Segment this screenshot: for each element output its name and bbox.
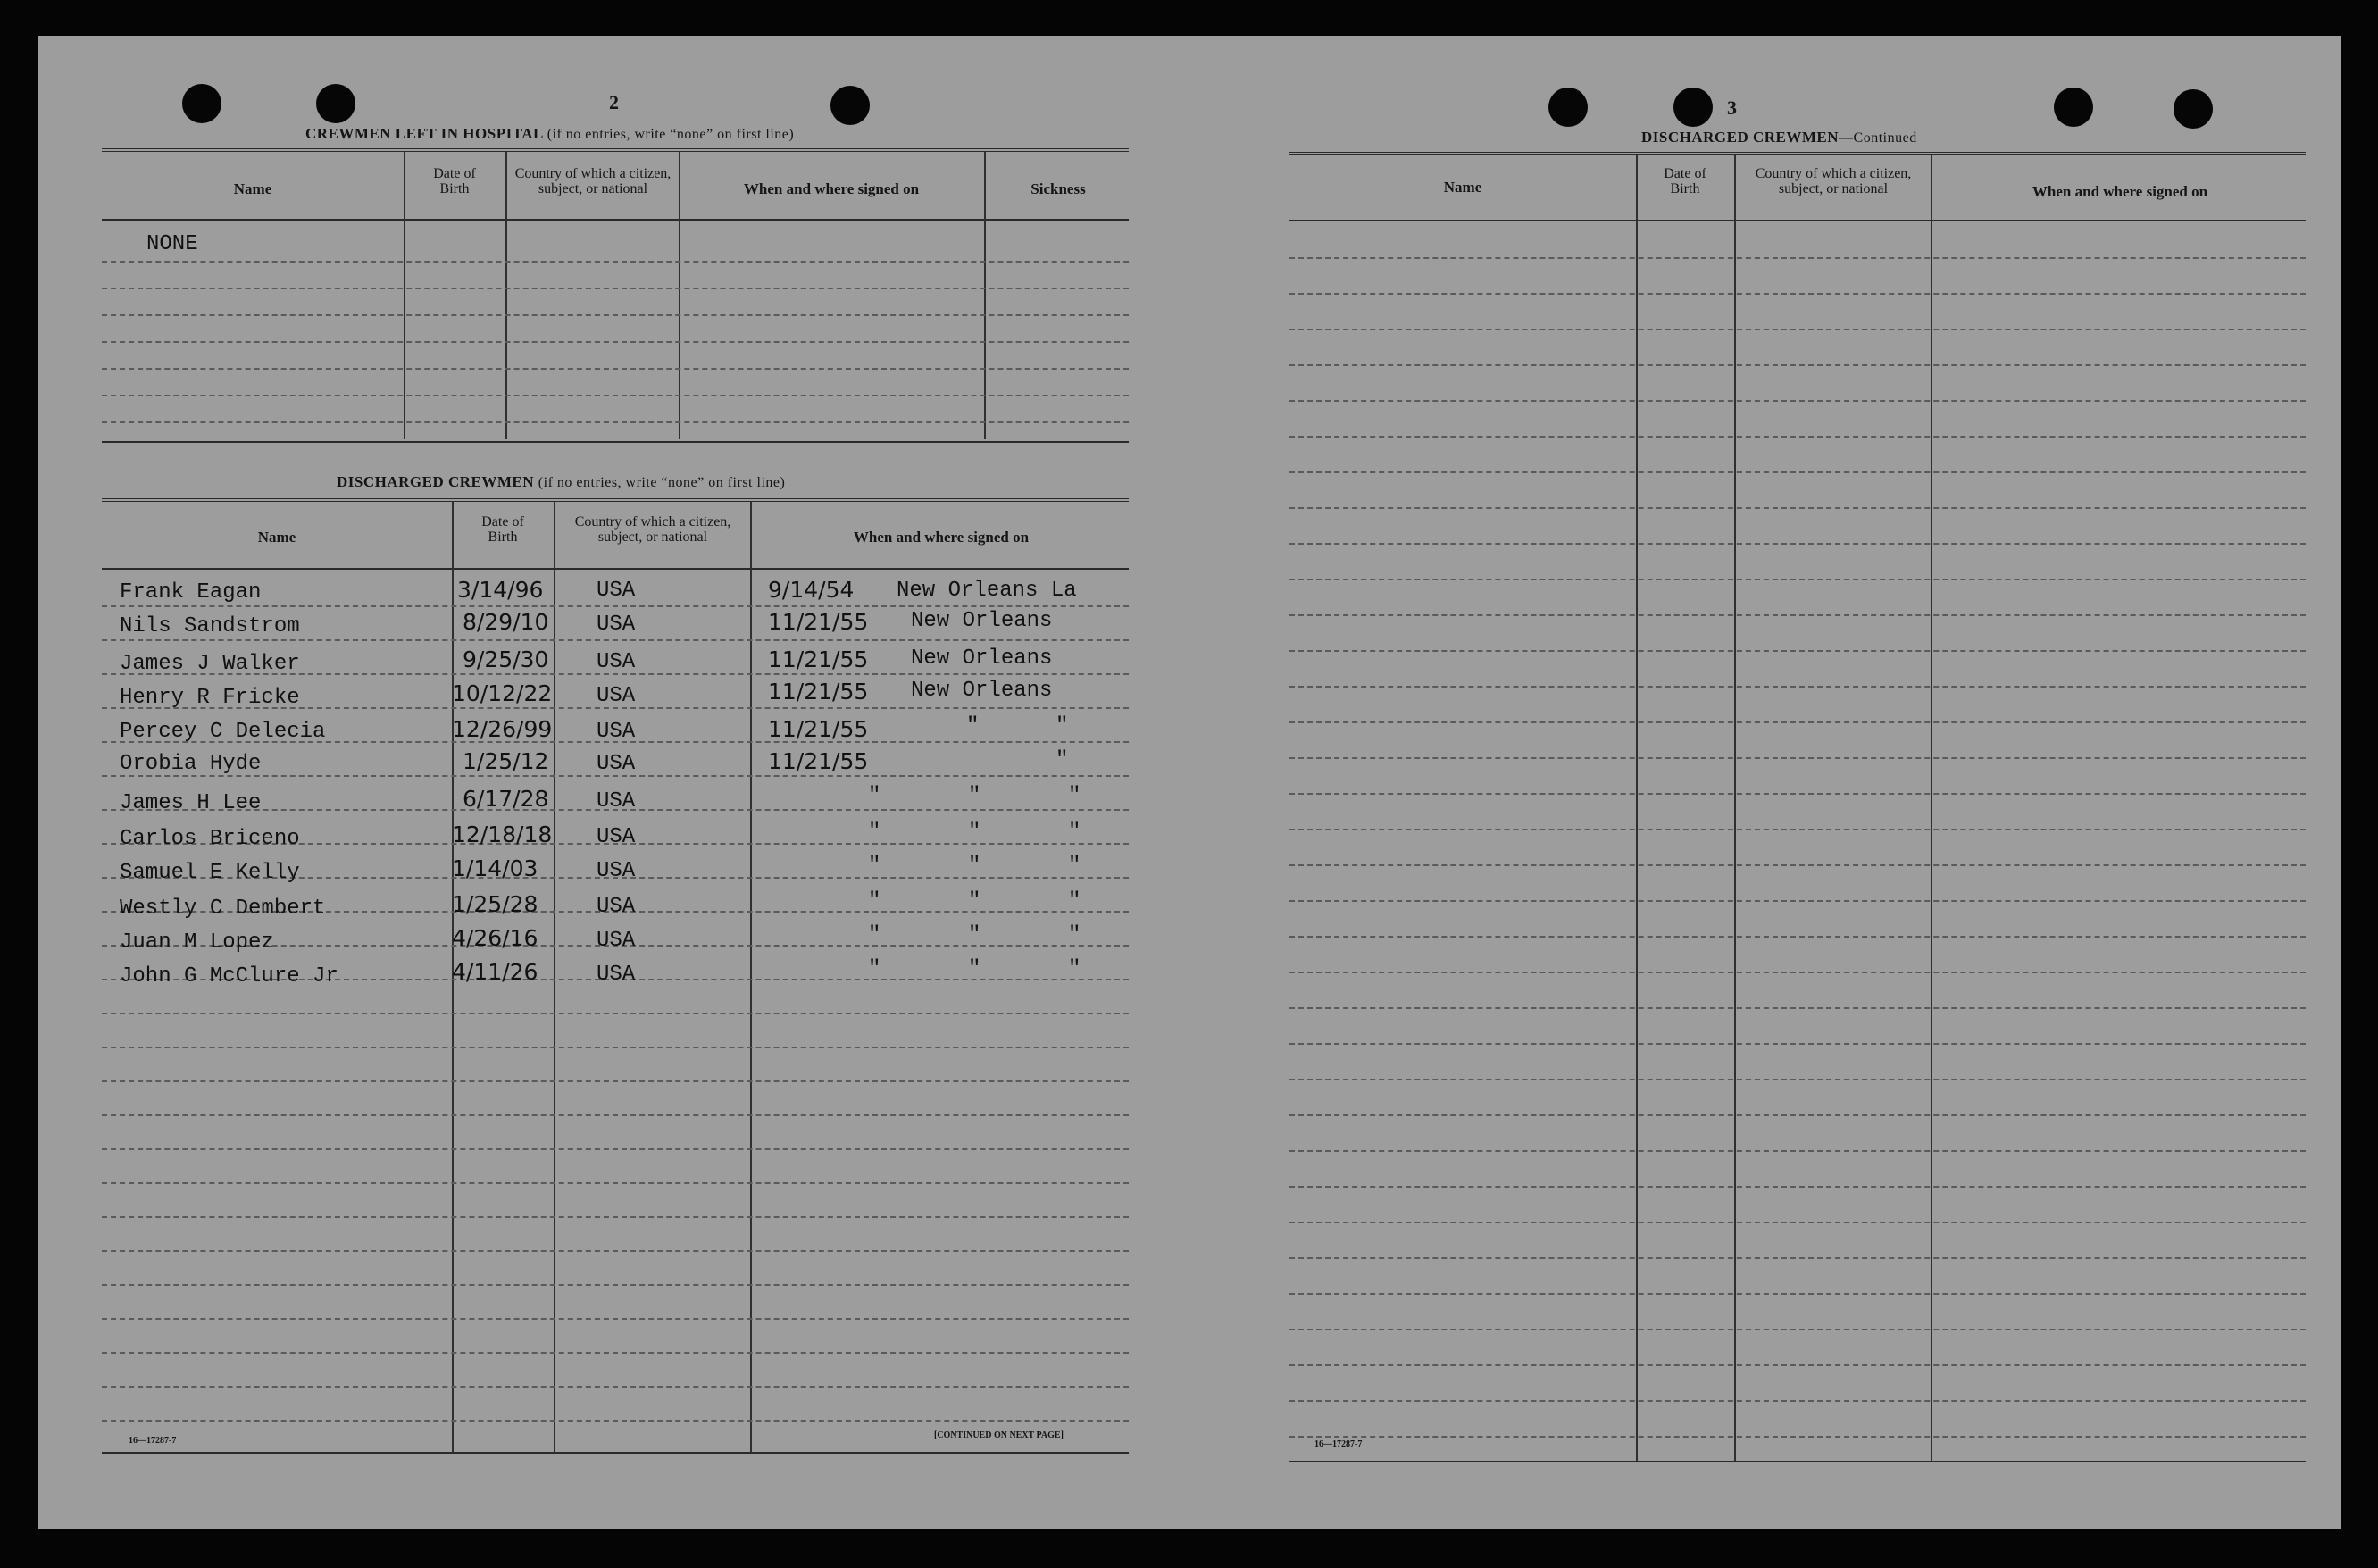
crew-signed-date: 11/21/55 — [768, 716, 869, 742]
punch-hole-icon — [182, 84, 221, 123]
header-date-of-birth: Date of Birth — [433, 166, 476, 196]
crew-name: James J Walker — [120, 652, 300, 676]
table-bottom-rule — [102, 441, 1129, 443]
entry-line — [102, 421, 1129, 423]
row-line — [102, 1284, 1129, 1286]
punch-hole-icon — [830, 86, 870, 125]
crew-country: USA — [597, 825, 636, 849]
right-page — [1189, 36, 2341, 1529]
crew-signed-date: 9/14/54 — [768, 577, 855, 603]
crew-dob: 1/25/12 — [463, 748, 549, 774]
entry-line — [102, 395, 1129, 396]
row-line — [1289, 1293, 2306, 1295]
crew-signed-date: " — [868, 923, 881, 947]
crew-signed-place: " — [968, 854, 981, 878]
header-signed-on: When and where signed on — [743, 180, 920, 197]
crew-name: Samuel E Kelly — [120, 861, 300, 885]
crew-country: USA — [597, 720, 636, 744]
crew-ditto: " — [1055, 714, 1069, 738]
crew-signed-date: 11/21/55 — [768, 609, 869, 635]
crew-ditto: " — [1055, 748, 1069, 772]
crew-dob: 6/17/28 — [463, 786, 549, 812]
page-number: 2 — [609, 91, 619, 113]
row-line — [1289, 293, 2306, 295]
row-line — [102, 1386, 1129, 1388]
row-line — [102, 1250, 1129, 1252]
row-line — [1289, 1364, 2306, 1366]
header-country: Country of which a citizen, subject, or national — [574, 514, 731, 545]
crew-dob: 10/12/22 — [452, 680, 553, 706]
crew-name: John G McClure Jr — [120, 964, 338, 988]
row-line — [1289, 1150, 2306, 1152]
row-line — [1289, 972, 2306, 973]
crew-name: Frank Eagan — [120, 580, 262, 605]
row-line — [1289, 543, 2306, 545]
header-bottom-rule — [1289, 220, 2306, 221]
row-line — [1289, 1257, 2306, 1259]
crew-signed-date: " — [868, 854, 881, 878]
header-date-of-birth: Date of Birth — [1664, 166, 1706, 196]
entry-line — [102, 368, 1129, 370]
crew-dob: 3/14/96 — [457, 577, 544, 603]
entry-line — [102, 261, 1129, 263]
crew-signed-place: " — [968, 820, 981, 844]
row-line — [1289, 1329, 2306, 1330]
crew-country: USA — [597, 895, 636, 919]
crew-dob: 1/25/28 — [452, 891, 538, 917]
row-line — [1289, 793, 2306, 795]
crew-name: Juan M Lopez — [120, 930, 274, 955]
crew-country: USA — [597, 963, 636, 987]
continued-note: [CONTINUED ON NEXT PAGE] — [934, 1430, 1064, 1440]
crew-signed-place: New Orleans — [911, 679, 1053, 703]
row-line — [102, 1013, 1129, 1014]
row-line — [1289, 1114, 2306, 1116]
crew-dob: 1/14/03 — [452, 855, 538, 881]
crew-country: USA — [597, 579, 636, 603]
table-top-rule — [1289, 152, 2306, 155]
discharged-continued-title: DISCHARGED CREWMEN—Continued — [1641, 129, 1917, 146]
crew-country: USA — [597, 929, 636, 953]
crew-ditto: " — [1068, 957, 1081, 981]
row-line — [1289, 650, 2306, 652]
header-country: Country of which a citizen, subject, or national — [514, 166, 672, 196]
header-name: Name — [1443, 179, 1482, 196]
crew-name: Percey C Delecia — [120, 720, 326, 744]
row-line — [102, 1182, 1129, 1184]
hospital-section-title: CREWMEN LEFT IN HOSPITAL (if no entries, write “none” on first line) — [305, 125, 795, 142]
header-bottom-rule — [102, 219, 1129, 221]
column-divider — [1931, 155, 1932, 1461]
row-line — [1289, 757, 2306, 759]
crew-signed-date: 11/21/55 — [768, 748, 869, 774]
crew-signed-place: " — [968, 784, 981, 808]
row-line — [1289, 1043, 2306, 1045]
table-top-rule — [102, 148, 1129, 152]
crew-country: USA — [597, 789, 636, 813]
row-line — [1289, 721, 2306, 723]
crew-name: Westly C Dembert — [120, 897, 326, 921]
crew-dob: 12/18/18 — [452, 822, 553, 847]
crew-dob: 12/26/99 — [452, 716, 553, 742]
table-bottom-rule — [102, 1452, 1129, 1454]
crew-signed-place: " — [968, 923, 981, 947]
page-number: 3 — [1727, 96, 1737, 119]
crew-name: James H Lee — [120, 791, 262, 815]
crew-country: USA — [597, 752, 636, 776]
row-line — [102, 605, 1129, 607]
row-line — [102, 1080, 1129, 1082]
crew-signed-place: New Orleans La — [897, 579, 1077, 603]
crew-signed-date: 11/21/55 — [768, 646, 869, 672]
row-line — [1289, 507, 2306, 509]
entry-line — [102, 288, 1129, 289]
column-divider — [1636, 155, 1638, 1461]
column-divider — [1734, 155, 1736, 1461]
row-line — [102, 1352, 1129, 1354]
entry-line — [102, 314, 1129, 316]
crew-name: Carlos Briceno — [120, 827, 300, 851]
row-line — [1289, 829, 2306, 830]
crew-ditto: " — [1068, 784, 1081, 808]
table-top-rule — [102, 498, 1129, 502]
crew-dob: 4/26/16 — [452, 925, 538, 951]
form-number: 16—17287-7 — [129, 1436, 177, 1446]
crew-country: USA — [597, 684, 636, 708]
form-sheet — [38, 36, 2341, 1529]
crew-dob: 9/25/30 — [463, 646, 549, 672]
column-divider — [750, 502, 752, 1452]
punch-hole-icon — [1548, 88, 1588, 127]
crew-ditto: " — [1068, 854, 1081, 878]
punch-hole-icon — [2054, 88, 2093, 127]
header-country: Country of which a citizen, subject, or national — [1755, 166, 1912, 196]
crew-dob: 8/29/10 — [463, 609, 549, 635]
row-line — [1289, 436, 2306, 438]
row-line — [102, 1148, 1129, 1150]
row-line — [1289, 329, 2306, 330]
crew-signed-date: 11/21/55 — [768, 679, 869, 705]
header-signed-on: When and where signed on — [853, 529, 1030, 546]
discharged-section-title: DISCHARGED CREWMEN (if no entries, write “none” on first line) — [337, 473, 786, 490]
row-line — [1289, 471, 2306, 473]
table-bottom-rule — [1289, 1461, 2306, 1464]
punch-hole-icon — [2174, 89, 2213, 129]
header-bottom-rule — [102, 568, 1129, 570]
header-date-of-birth: Date of Birth — [481, 514, 524, 545]
row-line — [102, 639, 1129, 641]
row-line — [1289, 936, 2306, 938]
row-line — [102, 1114, 1129, 1116]
row-line — [102, 1047, 1129, 1048]
row-line — [1289, 579, 2306, 580]
row-line — [1289, 1400, 2306, 1402]
crew-signed-place: New Orleans — [911, 609, 1053, 633]
punch-hole-icon — [1673, 88, 1713, 127]
crew-signed-place: " — [968, 889, 981, 913]
crew-signed-date: " — [868, 889, 881, 913]
crew-country: USA — [597, 859, 636, 883]
crew-dob: 4/11/26 — [452, 959, 538, 985]
hospital-entry: NONE — [146, 232, 198, 256]
crew-country: USA — [597, 650, 636, 674]
crew-ditto: " — [1068, 820, 1081, 844]
crew-name: Orobia Hyde — [120, 752, 262, 776]
crew-signed-date: " — [868, 820, 881, 844]
header-name: Name — [233, 180, 272, 197]
row-line — [1289, 1436, 2306, 1438]
punch-hole-icon — [316, 84, 355, 123]
crew-country: USA — [597, 613, 636, 637]
crew-signed-date: " — [868, 784, 881, 808]
row-line — [102, 1216, 1129, 1218]
row-line — [1289, 614, 2306, 616]
crew-signed-date: " — [868, 957, 881, 981]
entry-line — [102, 341, 1129, 343]
row-line — [1289, 1079, 2306, 1080]
crew-signed-place: " — [966, 714, 980, 738]
left-page — [38, 36, 1189, 1529]
row-line — [1289, 686, 2306, 688]
crew-name: Henry R Fricke — [120, 686, 300, 710]
row-line — [1289, 364, 2306, 366]
row-line — [102, 1420, 1129, 1422]
row-line — [1289, 1007, 2306, 1009]
header-sickness: Sickness — [1030, 180, 1086, 197]
crew-ditto: " — [1068, 923, 1081, 947]
crew-signed-place: New Orleans — [911, 646, 1053, 671]
crew-name: Nils Sandstrom — [120, 614, 300, 638]
header-signed-on: When and where signed on — [2032, 183, 2208, 200]
row-line — [1289, 1222, 2306, 1223]
row-line — [1289, 864, 2306, 866]
form-number: 16—17287-7 — [1314, 1439, 1363, 1449]
row-line — [1289, 900, 2306, 902]
crew-ditto: " — [1068, 889, 1081, 913]
row-line — [1289, 1186, 2306, 1188]
column-divider — [554, 502, 555, 1452]
row-line — [1289, 257, 2306, 259]
crew-signed-place: " — [968, 957, 981, 981]
header-name: Name — [257, 529, 296, 546]
row-line — [1289, 400, 2306, 402]
row-line — [102, 1318, 1129, 1320]
